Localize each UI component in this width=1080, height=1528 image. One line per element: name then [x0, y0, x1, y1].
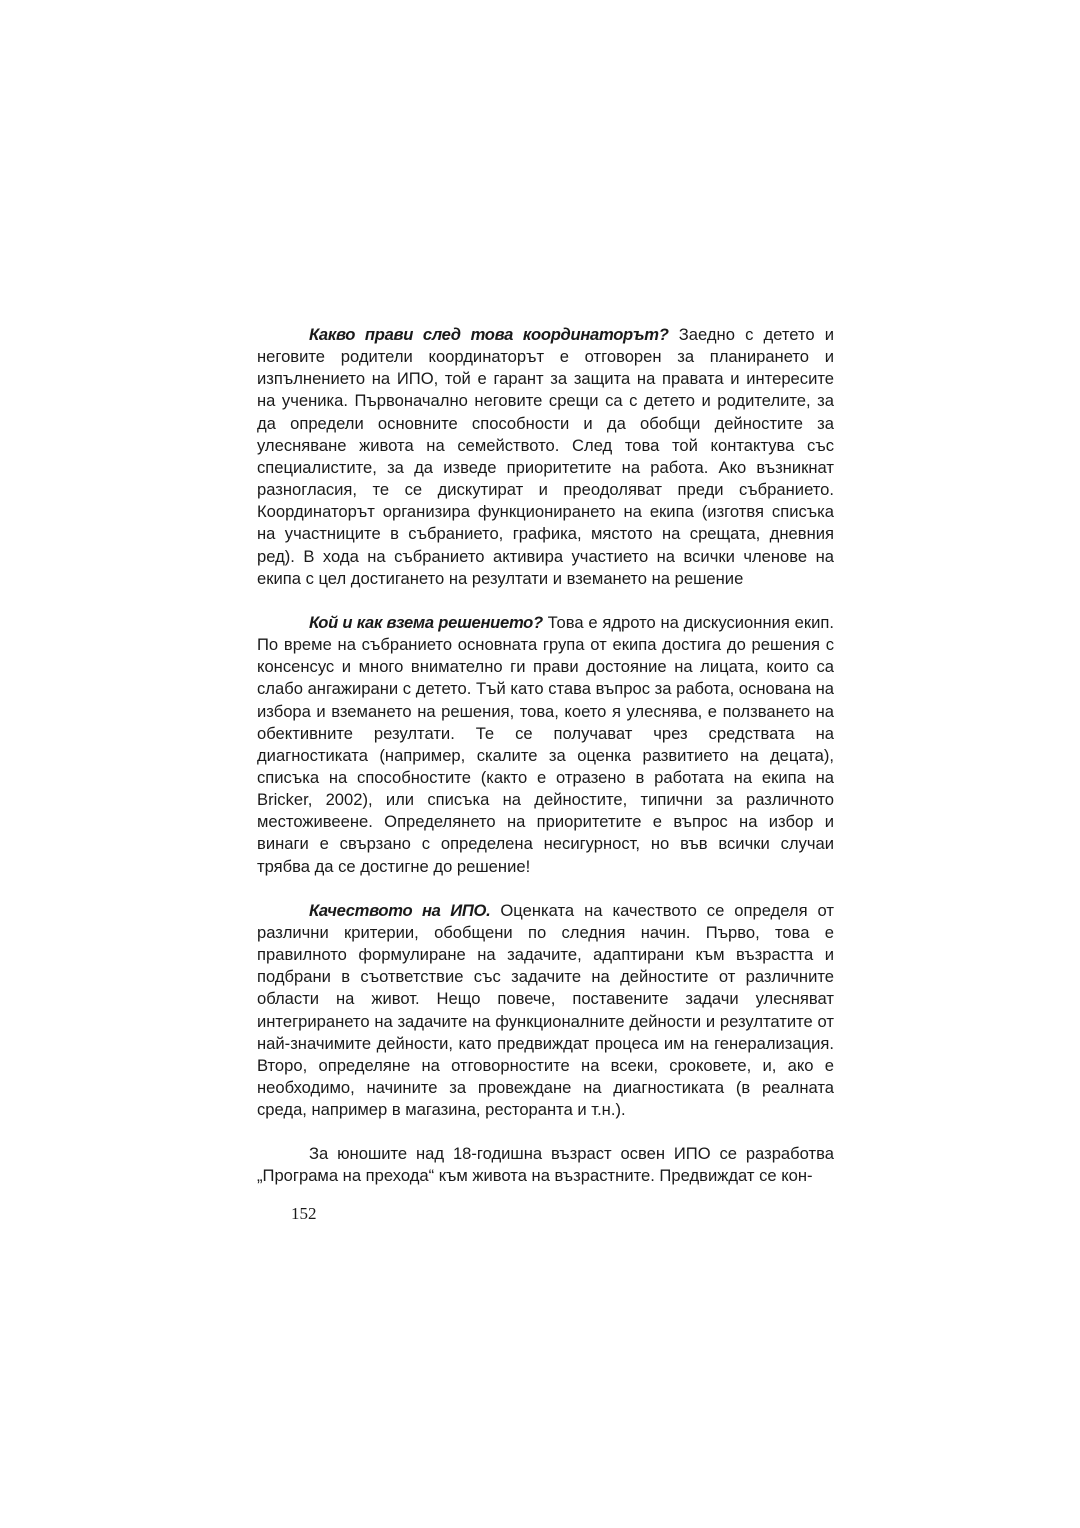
page-text	[257, 324, 834, 1188]
paragraph-body: Заедно с детето и неговите родители координаторът е отговорен за планирането и изпълнението на ИПО, той е гарант за защита на правата и интересите на ученика. Първоначално неговите срещи са с детето и родителите, за да определи основните способности и да обобщи дейностите за улесняване живота на семейството. След това той контактува със специалистите, за да изведе приоритетите на работа. Ако възникнат разногласия, те се дискутират и преодоляват преди събранието. Координаторът организира функционирането на екипа (изготвя списъка на участниците в събранието, графика, мястото на срещата, дневния ред). В хода на събранието активира участието на всички членове на екипа с цел достигането на резултати и вземането на решение	[257, 325, 834, 588]
paragraph-decision	[257, 612, 834, 878]
paragraph-quality	[257, 900, 834, 1122]
paragraph-lead: Качеството на ИПО.	[309, 900, 491, 920]
paragraph-body: Това е ядрото на дискусионния екип. По време на събранието основната група от екипа достига до решения с консенсус и много внимателно ги прави достояние на лицата, които са слабо ангажирани с детето. Тъй като става въпрос за работа, основана на избора и вземането на решения, това, което я улеснява, е ползването на обективните резултати. Те се получават чрез средствата на диагностиката (например, скалите за оценка развитието на децата), списъка на способностите (както е отразено в работата на екипа на Bricker, 2002), или списъка на дейностите, типични за различното местоживеене. Определянето на приоритетите е въпрос на избор и винаги е свързано с определена несигурност, но във всички случаи трябва да се достигне до решение!	[257, 612, 834, 876]
paragraph-body: За юношите над 18-годишна възраст освен ИПО се разработва „Програма на прехода“ към живота на възрастните. Предвиждат се кон-	[257, 1144, 834, 1186]
paragraph-lead: Какво прави след това координаторът?	[309, 325, 669, 344]
paragraph-coordinator	[257, 324, 834, 590]
page-number: 152	[291, 1204, 317, 1223]
paragraph-transition	[257, 1143, 834, 1187]
paragraph-body: Оценката на качеството се определя от различни критерии, обобщени по следния начин. Първо, това е правилното формулиране на задачите, адаптирани към възрастта и подбрани в съответствие със задачите на дейностите от различните области на живот. Нещо повече, поставените задачи улесняват интегрирането на задачите на функционалните дейности и резултатите от най-значимите дейности, като предвиждат процеса им на генерализация. Второ, определяне на отговорностите на всеки, сроковете, и, ако е необходимо, начините за провеждане на диагностиката (в реалната среда, например в магазина, ресторанта и т.н.).	[257, 900, 835, 1120]
paragraph-lead: Кой и как взема решението?	[309, 612, 543, 632]
